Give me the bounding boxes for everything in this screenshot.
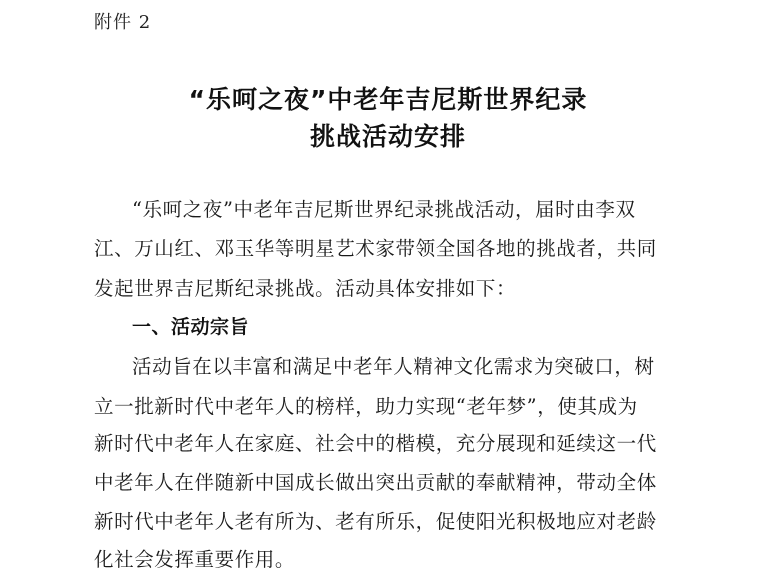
intro-paragraph-line: 发起世界吉尼斯纪录挑战。活动具体安排如下： [94,277,517,300]
section-paragraph-line: 中老年人在伴随新中国成长做出突出贡献的奉献精神，带动全体 [94,471,657,494]
document-title-line-1: “乐呵之夜”中老年吉尼斯世界纪录 [188,85,588,114]
attachment-label: 附件 2 [94,12,152,33]
section-heading: 一、活动宗旨 [132,316,250,338]
section-paragraph-line: 新时代中老年人老有所为、老有所乐，促使阳光积极地应对老龄 [94,510,657,533]
section-paragraph-line: 化社会发挥重要作用。 [94,548,296,571]
section-paragraph-line: 活动旨在以丰富和满足中老年人精神文化需求为突破口，树 [132,355,655,378]
intro-paragraph-line: “乐呵之夜”中老年吉尼斯世界纪录挑战活动，届时由李双 [132,198,636,221]
intro-paragraph-line: 江、万山红、邓玉华等明星艺术家带领全国各地的挑战者，共同 [94,237,657,260]
section-paragraph-line: 立一批新时代中老年人的榜样，助力实现“老年梦”，使其成为 [94,395,638,418]
document-title-line-2: 挑战活动安排 [309,122,466,151]
section-paragraph-line: 新时代中老年人在家庭、社会中的楷模，充分展现和延续这一代 [94,432,657,455]
